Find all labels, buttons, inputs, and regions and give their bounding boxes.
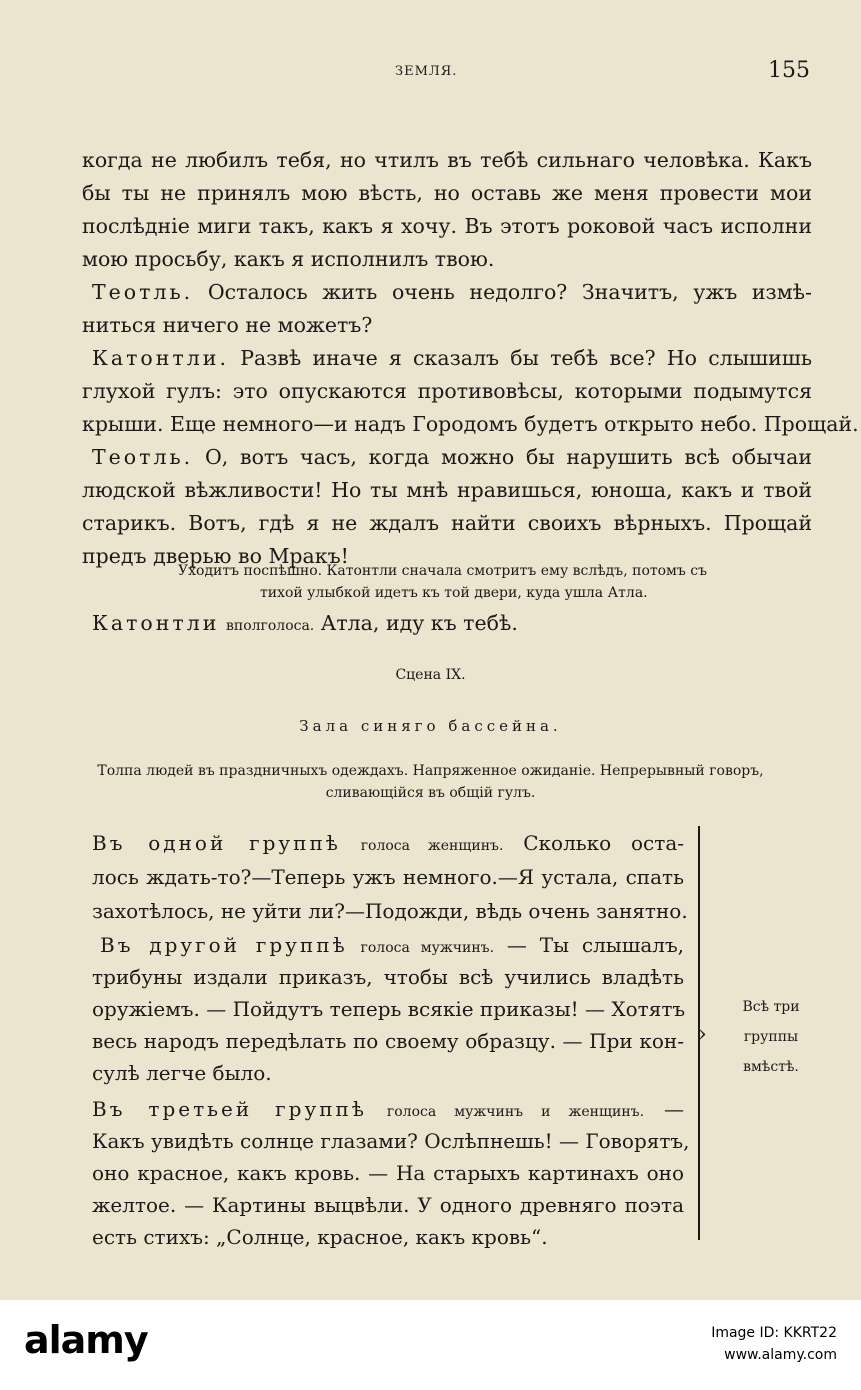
group-line: сулѣ легче было. xyxy=(92,1061,272,1085)
speech-line: людской вѣжливости! Но ты мнѣ нравишься, юноша, какъ и твой xyxy=(82,478,812,502)
speech-line: предъ дверью во Мракъ! xyxy=(82,544,349,568)
page-number: 155 xyxy=(768,58,810,83)
speech-line: Теотль. О, вотъ часъ, когда можно бы нарушить всѣ обычаи xyxy=(92,445,812,469)
speaker-name: Катонтли. xyxy=(92,346,229,370)
group-line: Въ третьей группѣ голоса мужчинъ и женщинъ. — xyxy=(92,1097,684,1121)
group-label: Въ одной группѣ xyxy=(92,831,341,855)
group-label: Въ третьей группѣ xyxy=(92,1097,367,1121)
side-note: группы xyxy=(743,1029,799,1045)
scene-setting: Зала синяго бассейна. xyxy=(299,717,562,735)
speaker-name: Теотль. xyxy=(92,445,194,469)
speech-line: крыши. Еще немного—и надъ Городомъ будетъ открыто небо. Прощай. xyxy=(82,412,859,436)
scene-number: Сцена IX. xyxy=(395,667,466,683)
brace-tip: › xyxy=(698,1022,707,1047)
speech-line: Катонтли вполголоса. Атла, иду къ тебѣ. xyxy=(92,611,518,635)
group-line: захотѣлось, не уйти ли?—Подожди, вѣдь очень занятно. xyxy=(92,899,688,923)
speaker-name: Теотль. xyxy=(92,280,194,304)
group-line: Какъ увидѣть солнце глазами? Ослѣпнешь! — Говорятъ, xyxy=(92,1129,690,1153)
stage-direction: тихой улыбкой идетъ къ той двери, куда ушла Атла. xyxy=(260,585,648,601)
group-line: есть стихъ: „Солнце, красное, какъ кровь“. xyxy=(92,1225,548,1249)
side-note: вмѣстѣ. xyxy=(743,1059,799,1075)
speech-direction: вполголоса. xyxy=(226,618,315,634)
text-line: послѣдніе миги такъ, какъ я хочу. Въ этотъ роковой часъ исполни xyxy=(82,214,812,238)
group-line: Въ другой группѣ голоса мужчинъ. — Ты слышалъ, xyxy=(100,933,685,957)
group-label: Въ другой группѣ xyxy=(100,933,348,957)
stock-footer xyxy=(0,1300,861,1390)
site-url: www.alamy.com xyxy=(724,1347,837,1363)
side-note: Всѣ три xyxy=(742,999,800,1015)
running-title: ЗЕМЛЯ. xyxy=(395,64,458,79)
group-line: Въ одной группѣ голоса женщинъ. Сколько оста- xyxy=(92,831,684,855)
group-line: оружіемъ. — Пойдутъ теперь всякіе приказы! — Хотятъ xyxy=(92,997,686,1021)
group-line: оно красное, какъ кровь. — На старыхъ картинахъ оно xyxy=(92,1161,684,1185)
stage-direction: сливающійся въ общій гулъ. xyxy=(325,785,536,801)
group-line: желтое. — Картины выцвѣли. У одного древняго поэта xyxy=(92,1193,684,1217)
speaker-name: Катонтли xyxy=(92,611,220,635)
text-line: мою просьбу, какъ я исполнилъ твою. xyxy=(82,247,495,271)
speech-line: Теотль. Осталось жить очень недолго? Значитъ, ужъ измѣ- xyxy=(92,280,812,304)
speech-line: старикъ. Вотъ, гдѣ я не ждалъ найти своихъ вѣрныхъ. Прощай xyxy=(82,511,812,535)
speech-line: глухой гулъ: это опускаются противовѣсы, которыми подымутся xyxy=(82,379,812,403)
text-line: бы ты не принялъ мою вѣсть, но оставь же меня провести мои xyxy=(82,181,812,205)
stage-direction: Толпа людей въ праздничныхъ одеждахъ. Напряженное ожиданіе. Непрерывный говоръ, xyxy=(97,763,764,779)
image-id: Image ID: KKRT22 xyxy=(711,1325,837,1341)
group-line: лось ждать-то?—Теперь ужъ немного.—Я устала, спать xyxy=(92,865,684,889)
speech-line: ниться ничего не можетъ? xyxy=(82,313,373,337)
group-line: весь народъ передѣлать по своему образцу. — При кон- xyxy=(92,1029,684,1053)
brand-logo: alamy xyxy=(24,1318,148,1362)
group-line: трибуны издали приказъ, чтобы всѣ учились владѣть xyxy=(92,965,684,989)
stage-direction: Уходитъ поспѣшно. Катонтли сначала смотритъ ему вслѣдъ, потомъ съ xyxy=(178,563,708,579)
page-header xyxy=(0,60,861,90)
speech-line: Катонтли. Развѣ иначе я сказалъ бы тебѣ все? Но слышишь xyxy=(92,346,812,370)
image-info xyxy=(711,1322,837,1366)
text-line: когда не любилъ тебя, но чтилъ въ тебѣ сильнаго человѣка. Какъ xyxy=(82,148,812,172)
